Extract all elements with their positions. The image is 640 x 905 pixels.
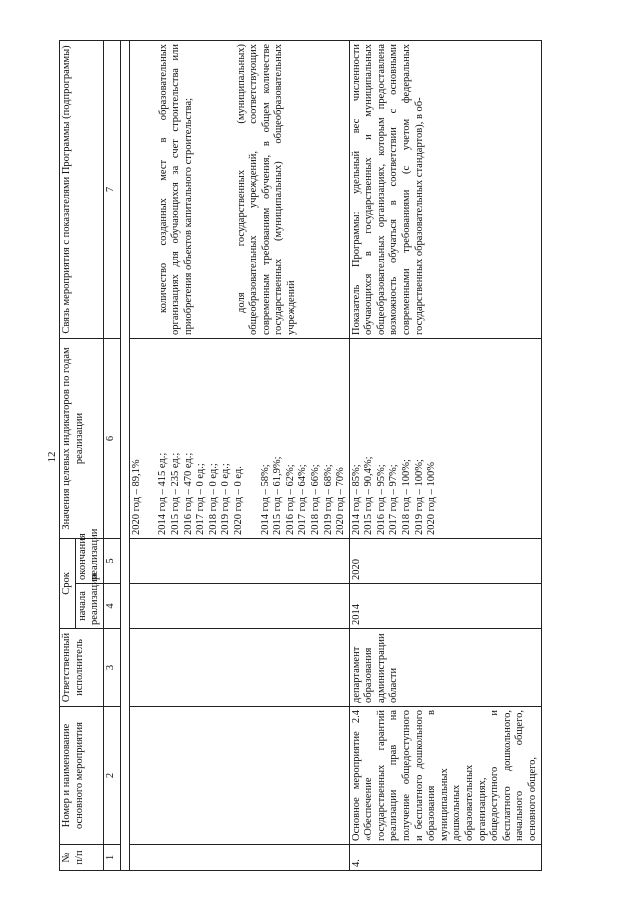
value-line: 2019 год – 100%; bbox=[413, 459, 425, 535]
values-cell bbox=[129, 338, 349, 538]
value-line: 2018 год – 66%; bbox=[309, 464, 321, 535]
value-line: 2014 год – 58%; bbox=[259, 464, 271, 535]
table-gap-row bbox=[120, 40, 129, 870]
value-line: 2019 год – 68%; bbox=[322, 464, 334, 535]
column-number: 3 bbox=[103, 629, 120, 707]
row-number: 4. bbox=[349, 845, 541, 871]
header-num: № п/п bbox=[60, 845, 104, 871]
measures-table bbox=[59, 40, 542, 871]
link-text: доля государственных (муниципальных) общеобразовательных учреждений, соответствующих современным требованиям обучения, в общем количестве государственных (муниципальных) общеобразовательных учреждений bbox=[235, 43, 297, 335]
column-number: 1 bbox=[103, 845, 120, 871]
table-row-continuation bbox=[129, 40, 349, 870]
value-line: 2020 год – 100% bbox=[426, 462, 438, 535]
column-number: 2 bbox=[103, 707, 120, 845]
value-line: 2015 год – 235 ед.; bbox=[169, 452, 181, 535]
value-line: 2017 год – 97%; bbox=[388, 464, 400, 535]
header-link: Связь мероприятия с показателями Программы (подпрограммы) bbox=[60, 40, 104, 338]
header-name: Номер и наименование основного мероприятия bbox=[60, 707, 104, 845]
value-line: 2014 год – 85%; bbox=[350, 464, 362, 535]
executor: департамент образования администрации области bbox=[349, 629, 541, 707]
measure-name: Основное мероприятие 2.4 «Обеспечение государственных гарантий реализации прав на получение общедоступного и бесплатного дошкольного образования в муниципальных дошкольных образовательных организациях, общедоступного и бесплатного дошкольного, начального общего, основного общего, bbox=[349, 707, 541, 845]
value-line: 2017 год – 0 ед.; bbox=[195, 463, 207, 535]
end-year: 2020 bbox=[349, 538, 541, 583]
rotated-page-content bbox=[59, 41, 595, 871]
value-line: 2014 год – 415 ед.; bbox=[157, 452, 169, 535]
value-line: 2019 год – 0 ед.; bbox=[220, 463, 232, 535]
page-number: 12 bbox=[46, 451, 58, 463]
table-header-row bbox=[60, 40, 76, 870]
table-row bbox=[349, 40, 541, 870]
values-cell bbox=[349, 338, 541, 538]
value-line: 2018 год – 100%; bbox=[401, 459, 413, 535]
value-line: 2015 год – 90,4%; bbox=[363, 456, 375, 535]
link-cell bbox=[129, 40, 349, 338]
column-number: 6 bbox=[103, 338, 120, 538]
link-text: количество созданных мест в образовательных организациях для обучающихся за счет строительства или приобретения объектов капитального строительства; bbox=[157, 43, 194, 335]
value-line: 2016 год – 62%; bbox=[284, 464, 296, 535]
link-text: Показатель Программы: удельный вес численности обучающихся в государственных и муниципальных общеобразовательных организациях, которым предоставлена возможность обучаться в соответствии с основными современными требованиями (с учетом федеральных государственных образовательных стандартов), в об- bbox=[349, 40, 541, 338]
value-line: 2020 год – 70% bbox=[335, 467, 347, 535]
column-number: 5 bbox=[103, 538, 120, 583]
column-number: 7 bbox=[103, 40, 120, 338]
header-start: начала реализации bbox=[75, 584, 103, 629]
value-line: 2020 год – 0 ед. bbox=[232, 466, 244, 535]
header-term: Срок bbox=[60, 538, 76, 628]
header-values: Значения целевых индикаторов по годам реализации bbox=[60, 338, 104, 538]
value-line: 2016 год – 470 ед.; bbox=[182, 452, 194, 535]
column-number: 4 bbox=[103, 584, 120, 629]
column-number-row bbox=[103, 40, 120, 870]
header-executor: Ответственный исполнитель bbox=[60, 629, 104, 707]
header-end: окончания реализации bbox=[75, 538, 103, 583]
value-line: 2018 год – 0 ед.; bbox=[207, 463, 219, 535]
value-line: 2016 год – 95%; bbox=[375, 464, 387, 535]
value-line: 2017 год – 64%; bbox=[297, 464, 309, 535]
value-line: 2020 год – 89,1% bbox=[130, 459, 142, 535]
value-line: 2015 год – 61,9%; bbox=[272, 456, 284, 535]
start-year: 2014 bbox=[349, 584, 541, 629]
